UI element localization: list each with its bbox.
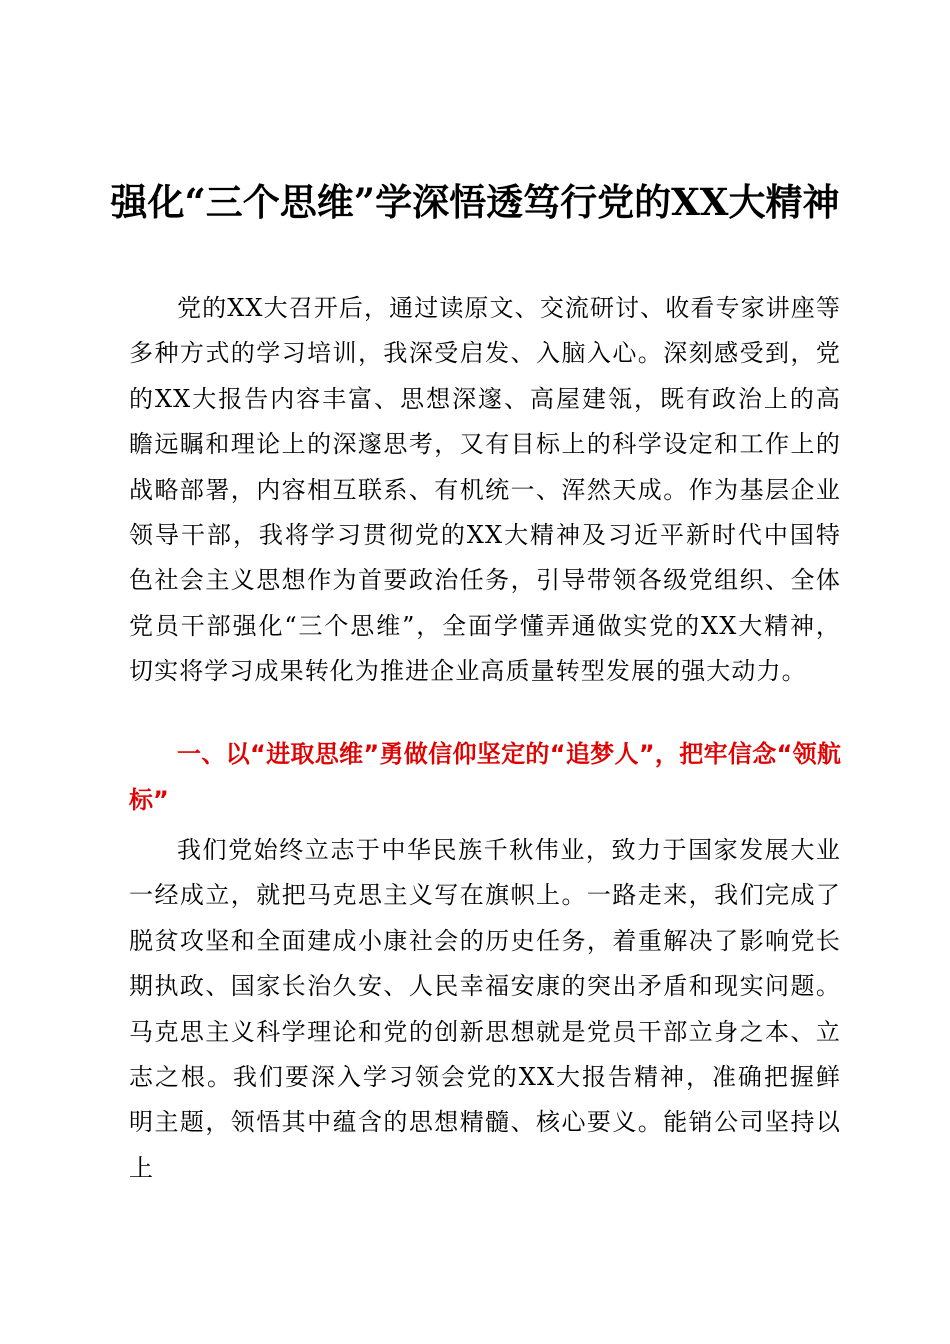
section-heading-1: 一、以“进取思维”勇做信仰坚定的“追梦人”，把牢信念“领航标” <box>129 740 841 814</box>
paragraph-section-1: 我们党始终立志于中华民族千秋伟业，致力于国家发展大业一经成立，就把马克思主义写在旗帜上。一路走来，我们完成了脱贫攻坚和全面建成小康社会的历史任务，着重解决了影响党长期执政、国家长治久安、人民幸福安康的突出矛盾和现实问题。马克思主义科学理论和党的创新思想就是党员干部立身之本、立志之根。我们要深入学习领会党的XX大报告精神，准确把握鲜明主题，领悟其中蕴含的思想精髓、核心要义。能销公司坚持以上 <box>129 836 841 1182</box>
paragraph-intro: 党的XX大召开后，通过读原文、交流研讨、收看专家讲座等多种方式的学习培训，我深受启发、入脑入心。深刻感受到，党的XX大报告内容丰富、思想深邃、高屋建瓴，既有政治上的高瞻远瞩和理论上的深邃思考，又有目标上的科学设定和工作上的战略部署，内容相互联系、有机统一、浑然天成。作为基层企业领导干部，我将学习贯彻党的XX大精神及习近平新时代中国特色社会主义思想作为首要政治任务，引导带领各级党组织、全体党员干部强化“三个思维”，全面学懂弄通做实党的XX大精神，切实将学习成果转化为推进企业高质量转型发展的强大动力。 <box>129 294 841 686</box>
document-title: 强化“三个思维”学深悟透笃行党的XX大精神 <box>110 180 840 224</box>
